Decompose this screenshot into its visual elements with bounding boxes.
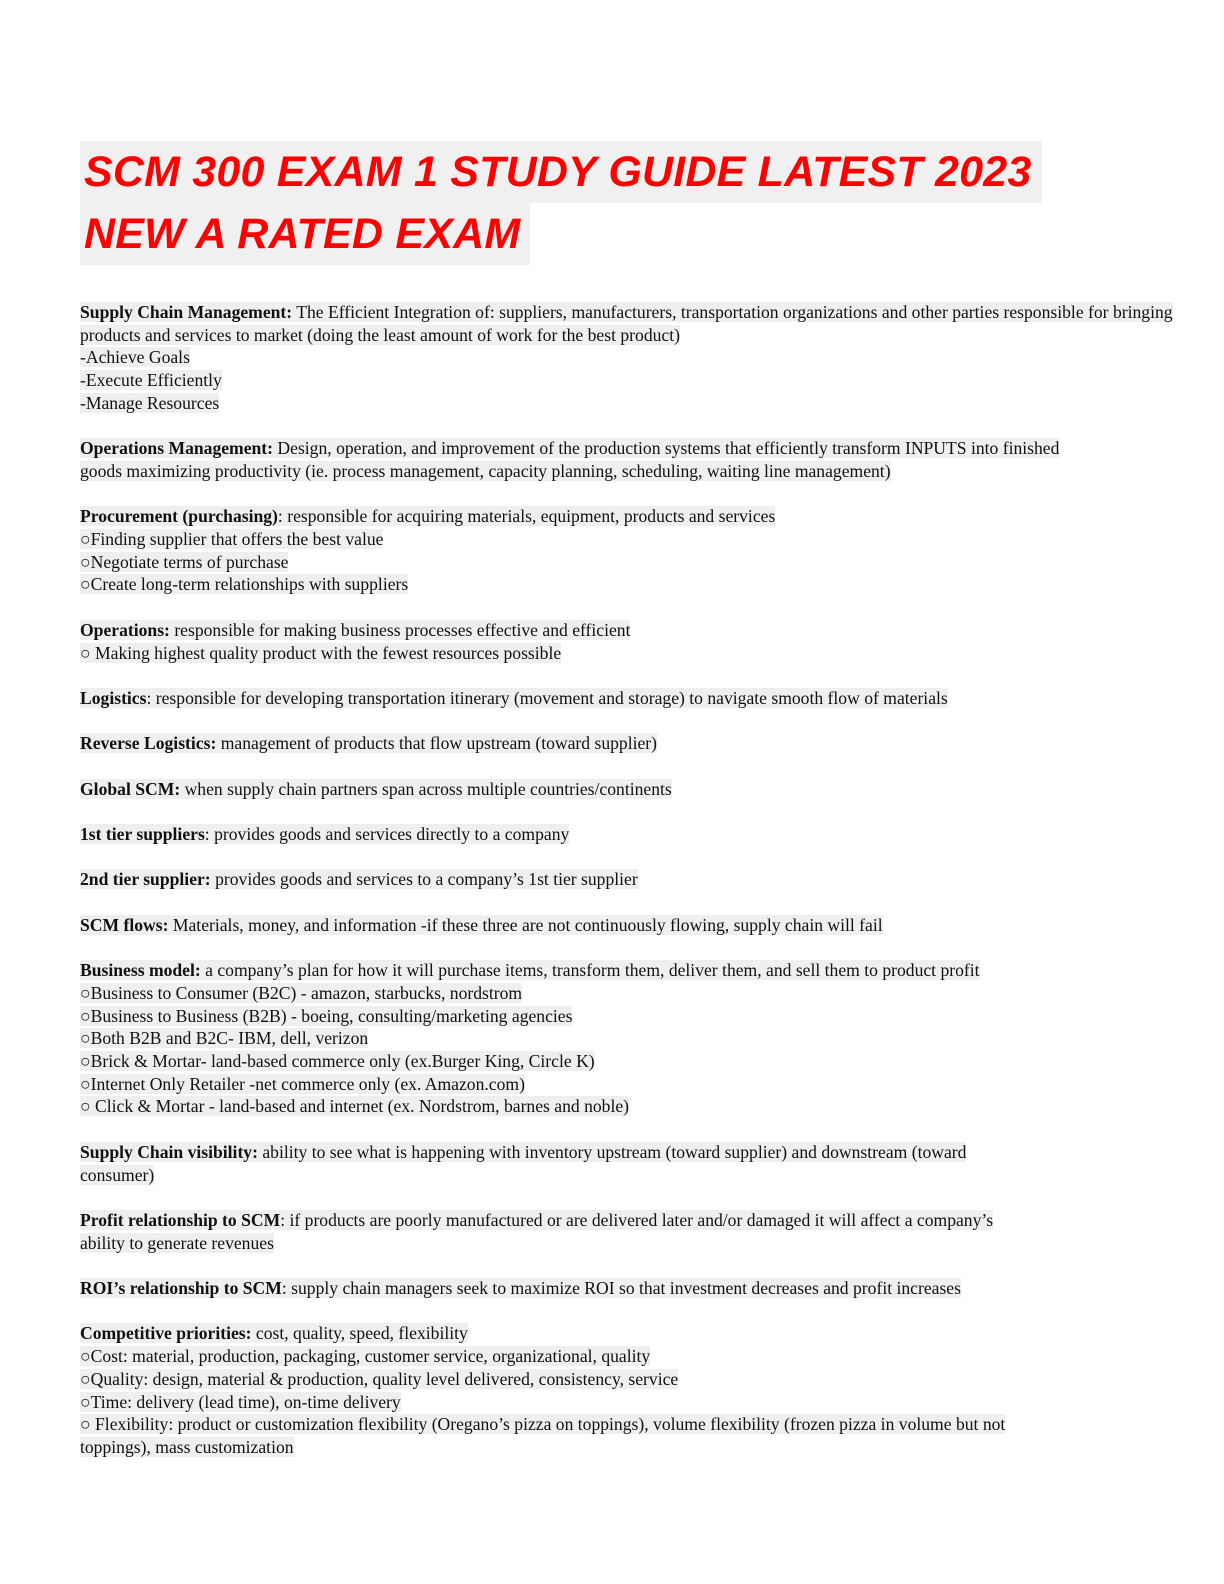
entry-procurement	[80, 505, 1210, 596]
entry-definition: : provides goods and services directly to a company	[204, 824, 570, 845]
entry-reverse-logistics	[80, 732, 1210, 755]
entry-definition: : responsible for developing transportation itinerary (movement and storage) to navigate smooth flow of materials	[146, 687, 948, 708]
entry-1st-tier-suppliers	[80, 823, 1210, 846]
entry-term: ROI’s relationship to SCM	[80, 1278, 282, 1299]
entry-bullet: ○ Click & Mortar - land-based and internet (ex. Nordstrom, barnes and noble)	[80, 1096, 630, 1117]
study-guide-body	[80, 301, 1210, 1459]
entry-competitive-priorities	[80, 1322, 1065, 1458]
entry-term: Global SCM:	[80, 778, 181, 799]
entry-profit-relationship	[80, 1209, 1025, 1254]
title-line-1: SCM 300 EXAM 1 STUDY GUIDE LATEST 2023	[80, 141, 1042, 203]
entry-term: Operations:	[80, 619, 170, 640]
entry-bullet: ○Both B2B and B2C- IBM, dell, verizon	[80, 1028, 369, 1049]
entry-term: Operations Management:	[80, 438, 274, 459]
entry-definition: cost, quality, speed, flexibility	[251, 1323, 468, 1344]
entry-roi-relationship	[80, 1277, 1005, 1300]
entry-bullet: ○Business to Consumer (B2C) - amazon, starbucks, nordstrom	[80, 982, 523, 1003]
entry-definition: : supply chain managers seek to maximize ROI so that investment decreases and profit increases	[281, 1278, 961, 1299]
entry-bullet: ○ Making highest quality product with the fewest resources possible	[80, 642, 562, 663]
entry-bullet: ○Create long-term relationships with suppliers	[80, 574, 409, 595]
entry-supply-chain-visibility	[80, 1141, 1015, 1186]
entry-bullet: -Execute Efficiently	[80, 370, 222, 391]
entry-term: Procurement (purchasing)	[80, 506, 278, 527]
entry-scm-flows	[80, 914, 1210, 937]
entry-bullet: -Manage Resources	[80, 392, 220, 413]
entry-term: Logistics	[80, 687, 147, 708]
entry-business-model	[80, 959, 1055, 1118]
entry-definition: provides goods and services to a company’s 1st tier supplier	[210, 869, 638, 890]
entry-operations-management	[80, 437, 1065, 482]
entry-definition: The Efficient Integration of: suppliers, manufacturers, transportation organizations and other parties responsible for bringing products and services to market (doing the least amount of work for the best product)	[80, 302, 1173, 345]
entry-definition: management of products that flow upstream (toward supplier)	[216, 733, 658, 754]
entry-term: Supply Chain visibility:	[80, 1141, 258, 1162]
document-title	[80, 141, 1210, 265]
entry-global-scm	[80, 778, 1210, 801]
entry-definition: : if products are poorly manufactured or are delivered later and/or damaged it will affect a company’s ability to generate revenues	[80, 1209, 994, 1253]
entry-definition: : responsible for acquiring materials, equipment, products and services	[277, 506, 776, 527]
entry-term: SCM flows:	[80, 914, 169, 935]
entry-bullet: ○Cost: material, production, packaging, customer service, organizational, quality	[80, 1346, 651, 1367]
entry-term: 1st tier suppliers	[80, 824, 205, 845]
entry-bullet: -Achieve Goals	[80, 347, 190, 368]
entry-bullet: ○Brick & Mortar- land-based commerce only (ex.Burger King, Circle K)	[80, 1051, 595, 1072]
entry-bullet: ○Finding supplier that offers the best value	[80, 529, 384, 549]
entry-definition: responsible for making business processes effective and efficient	[169, 619, 631, 640]
entry-bullet: ○Negotiate terms of purchase	[80, 551, 289, 572]
entry-bullet: ○Internet Only Retailer -net commerce only (ex. Amazon.com)	[80, 1073, 525, 1094]
document-page	[80, 141, 1210, 1481]
entry-definition: a company’s plan for how it will purchase items, transform them, deliver them, and sell them to product profit	[200, 960, 980, 981]
entry-bullet: ○ Flexibility: product or customization flexibility (Oregano’s pizza on toppings), volume flexibility (frozen pizza in volume but not toppings), mass customization	[80, 1414, 1006, 1457]
entry-logistics	[80, 687, 1210, 710]
entry-definition: when supply chain partners span across multiple countries/continents	[180, 778, 672, 799]
entry-term: Competitive priorities:	[80, 1323, 252, 1344]
entry-term: Supply Chain Management:	[80, 302, 293, 322]
entry-2nd-tier-supplier	[80, 868, 1210, 891]
entry-definition: Materials, money, and information -if these three are not continuously flowing, supply chain will fail	[168, 914, 883, 935]
entry-bullet: ○Quality: design, material & production, quality level delivered, consistency, service	[80, 1368, 679, 1389]
entry-bullet: ○Business to Business (B2B) - boeing, consulting/marketing agencies	[80, 1005, 573, 1026]
entry-term: Reverse Logistics:	[80, 733, 217, 754]
entry-supply-chain-management	[80, 301, 1210, 415]
entry-term: Profit relationship to SCM	[80, 1209, 281, 1230]
entry-operations	[80, 619, 1210, 664]
entry-term: 2nd tier supplier:	[80, 869, 211, 890]
entry-definition: ability to see what is happening with inventory upstream (toward supplier) and downstream (toward consumer)	[80, 1141, 967, 1185]
entry-bullet: ○Time: delivery (lead time), on-time delivery	[80, 1391, 401, 1412]
entry-definition: Design, operation, and improvement of the production systems that efficiently transform INPUTS into finished goods maximizing productivity (ie. process management, capacity planning, scheduling, waiting line management)	[80, 438, 1060, 481]
title-line-2: NEW A RATED EXAM	[80, 203, 530, 265]
entry-term: Business model:	[80, 960, 201, 981]
